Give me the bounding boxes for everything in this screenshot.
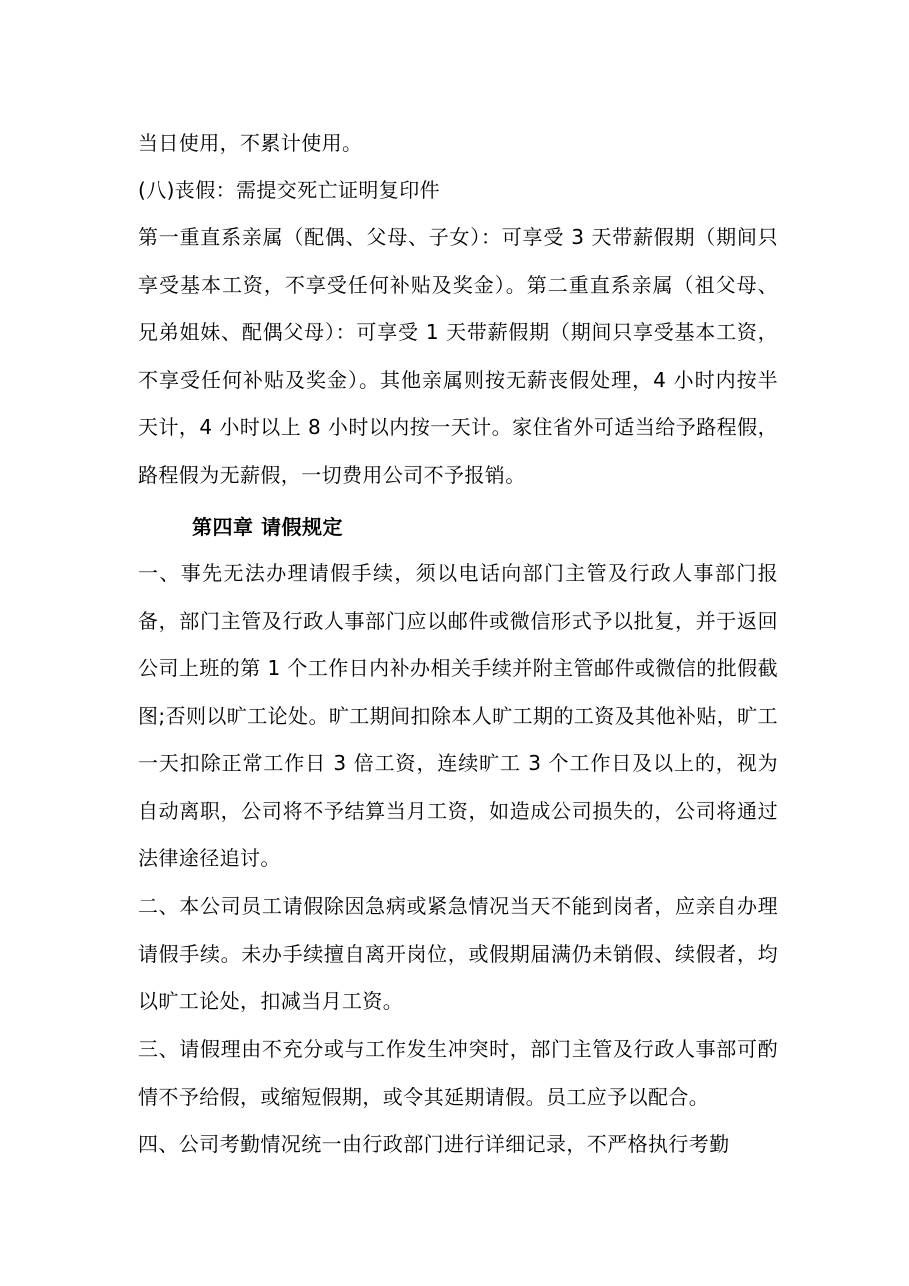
paragraph-usage-rule: 当日使用，不累计使用。 [138,131,363,155]
paragraph-funeral-leave-details: 第一重直系亲属（配偶、父母、子女）：可享受 3 天带薪假期（期间只享受基本工资，不享受任何补贴及奖金）。第二重直系亲属（祖父母、兄弟姐妹、配偶父母）：可享受 1 天带薪假期（期间只享受基本工资，不享受任何补贴及奖金）。其他亲属则按无薪丧假处理，4 小时内按半天计，4 小时以上 8 小时以内按一天计。家住省外可适当给予路程假，路程假为无薪假，一切费用公司不予报销。 [138,225,778,487]
rule-item-2: 二、本公司员工请假除因急病或紧急情况当天不能到岗者，应亲自办理请假手续。未办手续擅自离开岗位，或假期届满仍未销假、续假者，均以旷工论处，扣减当月工资。 [138,894,778,1013]
rule-item-1: 一、事先无法办理请假手续，须以电话向部门主管及行政人事部门报备，部门主管及行政人事部门应以邮件或微信形式予以批复，并于返回公司上班的第 1 个工作日内补办相关手续并附主管邮件或微信的批假截图;否则以旷工论处。旷工期间扣除本人旷工期的工资及其他补贴，旷工一天扣除正常工作日 3 倍工资，连续旷工 3 个工作日及以上的，视为自动离职，公司将不予结算当月工资，如造成公司损失的，公司将通过法律途径追讨。 [138,561,778,870]
rule-item-4: 四、公司考勤情况统一由行政部门进行详细记录，不严格执行考勤 [138,1132,730,1156]
paragraph-funeral-leave-title: (八)丧假：需提交死亡证明复印件 [138,178,441,202]
rule-item-3: 三、请假理由不充分或与工作发生冲突时，部门主管及行政人事部可酌情不予给假，或缩短假期，或令其延期请假。员工应予以配合。 [138,1037,778,1109]
chapter-heading: 第四章 请假规定 [192,515,343,539]
